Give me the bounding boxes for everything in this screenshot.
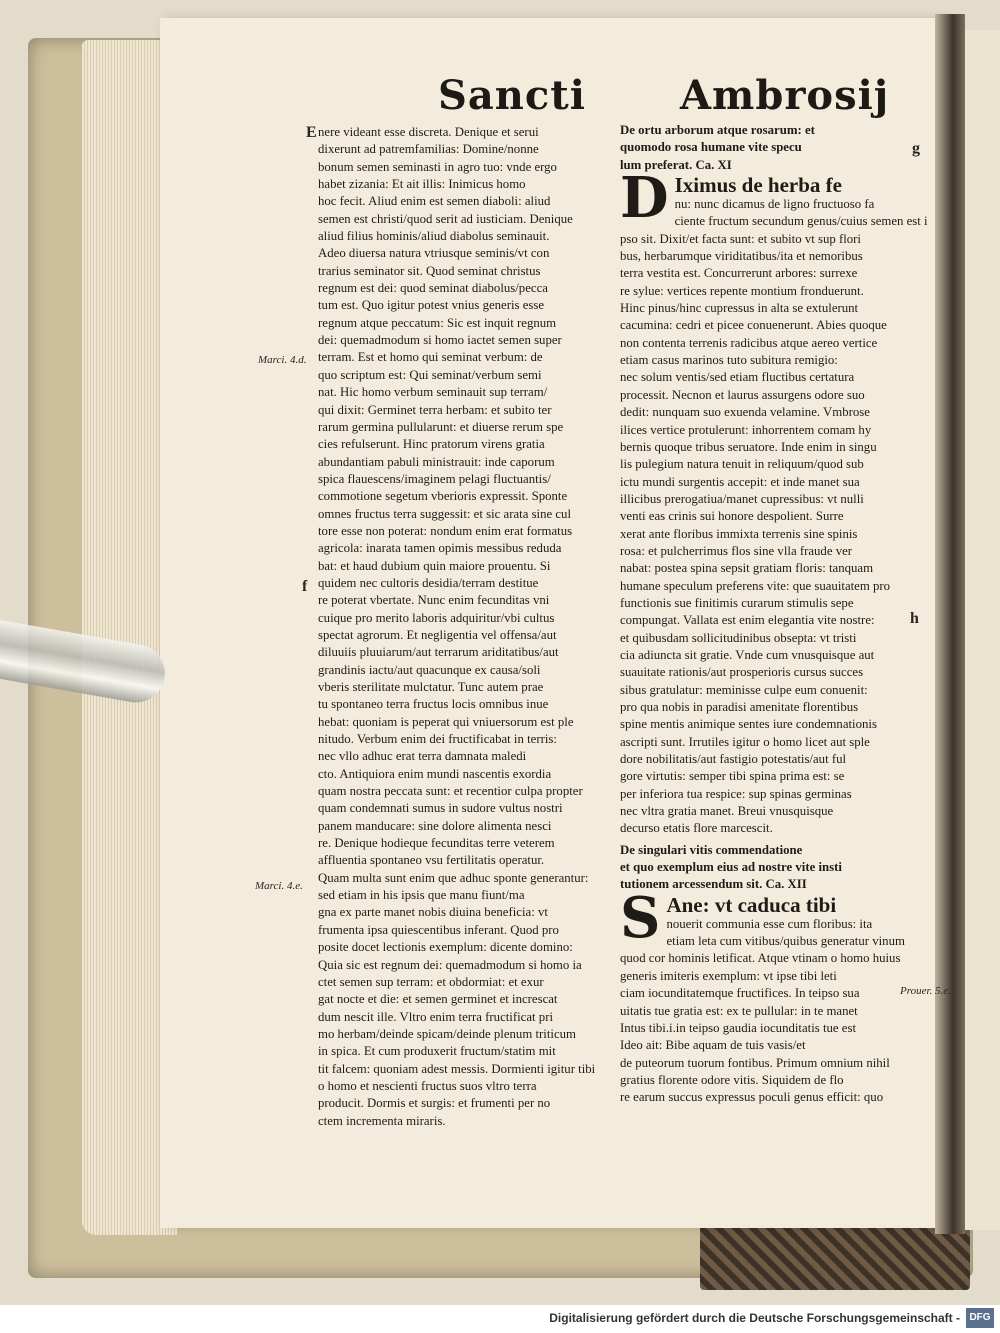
text-line: nec vltra gratia manet. Breui vnusquisque bbox=[620, 804, 834, 819]
text-line: cto. Antiquiora enim mundi nascentis exordia bbox=[318, 766, 552, 781]
text-line: De singulari vitis commendatione bbox=[620, 842, 803, 857]
text-line: nat. Hic homo verbum seminauit sup terram/ bbox=[318, 385, 548, 400]
text-line: o homo et nescienti fructus suos vltro terra bbox=[318, 1078, 537, 1093]
chapter-12-initial: S bbox=[620, 884, 661, 951]
text-line: nouerit communia esse cum floribus: ita bbox=[666, 916, 873, 931]
text-line: dum nescit ille. Vltro enim terra fructificat pri bbox=[318, 1009, 554, 1024]
text-line: cuique pro merito laboris adquiritur/vbi cultus bbox=[318, 610, 555, 625]
text-line: lum preferat. Ca. XI bbox=[620, 157, 732, 172]
text-line: gore virtutis: semper tibi spina prima est: se bbox=[620, 769, 845, 784]
text-line: ctem incrementa miraris. bbox=[318, 1113, 446, 1128]
text-line: terra vestita est. Concurrerunt arbores: surrexe bbox=[620, 266, 858, 281]
text-line: bonum semen seminasti in agro tuo: vnde ergo bbox=[318, 159, 557, 174]
chapter-11-first-line: Iximus de herba fe bbox=[674, 173, 842, 198]
text-line: venti eas crinis sui honore despolient. Surre bbox=[620, 509, 844, 524]
text-line: re sylue: vertices repente montium fronduerunt. bbox=[620, 283, 864, 298]
text-line: dore nobilitatis/aut fastigio potestatis/aut ful bbox=[620, 752, 847, 767]
text-line: ctet semen sup terram: et obdormiat: et exur bbox=[318, 974, 544, 989]
footer-credit: Digitalisierung gefördert durch die Deutsche Forschungsgemeinschaft - bbox=[549, 1311, 960, 1325]
margin-letter-f: f bbox=[302, 578, 308, 595]
text-line: cia adiuncta sit gratie. Vnde cum vnusquisque aut bbox=[620, 647, 875, 662]
text-line: cacumina: cedri et picee conuenerunt. Abies quoque bbox=[620, 318, 887, 333]
facing-page-edge bbox=[960, 30, 1000, 1230]
text-line: posite docet lectionis exemplum: dicente domino: bbox=[318, 940, 573, 955]
text-line: commotione segetum vberioris expressit. Sponte bbox=[318, 489, 568, 504]
text-line: De ortu arborum atque rosarum: et bbox=[620, 123, 815, 137]
text-line: suauitate rationis/aut prosperioris cursus succes bbox=[620, 665, 864, 680]
text-line: sibus gratulatur: meminisse culpe eum conuenit: bbox=[620, 682, 868, 697]
margin-note-prouer-5e: Prouer. 5.e. bbox=[900, 985, 951, 997]
text-line: gratius florente odore vitis. Siquidem de flo bbox=[620, 1072, 844, 1087]
margin-letter-h: h bbox=[910, 610, 919, 627]
text-line: Intus tibi.i.in teipso gaudia iocunditatis tue est bbox=[620, 1020, 856, 1035]
text-line: Ideo ait: Bibe aquam de tuis vasis/et bbox=[620, 1038, 806, 1053]
chapter-11-body bbox=[620, 165, 928, 838]
text-line: quo scriptum est: Qui seminat/verbum semi bbox=[318, 367, 542, 382]
text-line: re poterat vbertate. Nunc enim fecunditas vni bbox=[318, 593, 550, 608]
text-line: ciente fructum secundum genus/cuius semen est i bbox=[674, 214, 928, 229]
text-line: generis imiteris exemplum: vt ipse tibi leti bbox=[620, 968, 837, 983]
margin-note-marci-4d: Marci. 4.d. bbox=[258, 354, 307, 366]
text-line: pro qua nobis in paradisi amenitate florentibus bbox=[620, 700, 859, 714]
text-line: frumenta ipsa quiescentibus inferant. Quod pro bbox=[318, 922, 559, 937]
running-head-left: Sancti bbox=[438, 72, 586, 119]
text-line: humane speculum preferens vite: que suauitatem pro bbox=[620, 578, 891, 593]
text-line: Quia sic est regnum dei: quemadmodum si homo ia bbox=[318, 957, 582, 972]
text-line: spectat agrorum. Et negligentia vel offensa/aut bbox=[318, 627, 557, 642]
text-line: gna ex parte manet nobis diuina beneficia: vt bbox=[318, 905, 548, 920]
text-line: Quam multa sunt enim que adhuc sponte generantur: bbox=[318, 870, 589, 885]
chapter-12-title bbox=[620, 842, 910, 894]
text-line: xerat ante floribus immixta terrenis sine spinis bbox=[620, 526, 858, 541]
text-line: nabat: postea spina sepsit gratiam floris: tanquam bbox=[620, 561, 874, 576]
text-line: rarum germina pullularunt: et diuerse rerum spe bbox=[318, 419, 564, 434]
text-line: abundantiam pabuli ministrauit: inde caporum bbox=[318, 454, 555, 469]
text-line: aliud filius hominis/aliud diabolus seminauit. bbox=[318, 229, 550, 244]
text-line: cies refulserunt. Hinc pratorum virens gratia bbox=[318, 437, 545, 452]
text-line: rosa: et pulcherrimus flos sine vlla fraude ver bbox=[620, 543, 853, 558]
text-line: quod cor hominis letificat. Atque vtinam o homo huius bbox=[620, 951, 901, 966]
margin-note-marci-4e: Marci. 4.e. bbox=[255, 880, 303, 892]
text-line: uitatis tue gratia est: ex te pullular: in te manet bbox=[620, 1003, 858, 1018]
text-line: in spica. Et cum produxerit fructum/statim mit bbox=[318, 1044, 556, 1059]
text-line: mo herbam/deinde spicam/deinde plenum triticum bbox=[318, 1026, 576, 1041]
text-line: per inferiora tua respice: sup spinas germinas bbox=[620, 786, 852, 801]
text-line: et quo exemplum eius ad nostre vite insti bbox=[620, 860, 842, 875]
text-line: tu spontaneo terra fructus locis omnibus inue bbox=[318, 697, 549, 712]
text-line: quam nostra peccata sunt: et recentior culpa propter bbox=[318, 784, 583, 799]
text-line: omnes fructus terra suggessit: et sic arata sine cul bbox=[318, 506, 572, 521]
text-line: hebat: quoniam is peperat qui vniuersorum est ple bbox=[318, 714, 574, 729]
book-gutter bbox=[935, 14, 965, 1234]
text-line: quidem nec cultoris desidia/terram destitue bbox=[318, 575, 539, 590]
text-line: de puteorum tuorum fontibus. Primum omnium nihil bbox=[620, 1055, 890, 1070]
dfg-logo-icon: DFG bbox=[966, 1308, 994, 1328]
text-line: ilices vertice protulerunt: inhorrentem comam hy bbox=[620, 422, 872, 437]
text-line: nec vllo adhuc erat terra damnata maledi bbox=[318, 749, 527, 764]
text-line: tum est. Quo igitur potest vnius generis esse bbox=[318, 298, 545, 313]
text-line: re. Denique hodieque fecunditas terre veterem bbox=[318, 836, 555, 851]
text-line: nec solum ventis/sed etiam fluctibus certatura bbox=[620, 370, 855, 385]
text-line: etiam casus marinos tuto subitura remigio: bbox=[620, 353, 838, 368]
chapter-12-first-line: Ane: vt caduca tibi bbox=[666, 892, 837, 917]
text-line: quomodo rosa humane vite specu bbox=[620, 140, 802, 155]
text-line: trarius seminator sit. Quod seminat christus bbox=[318, 263, 541, 278]
text-line: ciam iocunditatemque fructifices. In teipso sua bbox=[620, 986, 860, 1001]
text-line: dixerunt ad patremfamilias: Domine/nonne bbox=[318, 142, 539, 157]
text-line: ascripti sunt. Irrutiles igitur o homo licet aut sple bbox=[620, 734, 870, 749]
left-column-initial: E bbox=[306, 124, 317, 141]
text-line: semen est christi/quod serit ad iusticiam. Denique bbox=[318, 211, 573, 226]
text-line: compungat. Vallata est enim elegantia vite nostre: bbox=[620, 613, 875, 628]
text-line: habet zizania: Et ait illis: Inimicus homo bbox=[318, 177, 526, 192]
text-line: processit. Necnon et laurus assurgens odore suo bbox=[620, 387, 865, 402]
text-line: bernis quoque tribus seruatore. Inde enim in singu bbox=[620, 439, 877, 454]
text-line: nere videant esse discreta. Denique et serui bbox=[318, 125, 539, 139]
text-line: qui dixit: Germinet terra herbam: et subito ter bbox=[318, 402, 552, 417]
text-line: sed etiam in his ipsis que manu fiunt/ma bbox=[318, 888, 525, 903]
text-line: panem manducare: sine dolore alimenta nesci bbox=[318, 818, 552, 833]
text-line: producit. Dormis et surgis: et frumenti per no bbox=[318, 1096, 551, 1111]
text-line: et quibusdam sollicitudinibus obsepta: vt tristi bbox=[620, 630, 857, 645]
text-line: affluentia spontaneo vsu fertilitatis operatur. bbox=[318, 853, 545, 868]
text-line: vberis sterilitate mulctatur. Tunc autem prae bbox=[318, 680, 544, 694]
text-line: lis pulegium natura tenuit in reliquum/quod sub bbox=[620, 457, 864, 472]
text-line: pso sit. Dixit/et facta sunt: et subito vt sup flori bbox=[620, 231, 861, 246]
text-line: non contenta terrenis radicibus atque aereo vertice bbox=[620, 335, 878, 350]
text-line: terram. Est et homo qui seminat verbum: de bbox=[318, 350, 543, 365]
text-line: dei: quemadmodum si homo iactet semen super bbox=[318, 333, 562, 348]
text-line: gat nocte et die: et semen germinet et increscat bbox=[318, 992, 558, 1007]
text-line: nu: nunc dicamus de ligno fructuoso fa bbox=[674, 197, 875, 212]
text-line: diluuiis pluuiarum/aut terrarum ariditatibus/aut bbox=[318, 645, 559, 660]
text-line: ictu mundi surgentis accepit: et inde manet sua bbox=[620, 474, 860, 489]
text-line: dedit: nunquam suo exuenda velamine. Vmbrose bbox=[620, 405, 870, 420]
text-line: spica flauescens/imaginem pelagi fluctuantis/ bbox=[318, 471, 551, 486]
text-line: Adeo diuersa natura vtriusque seminis/vt con bbox=[318, 246, 550, 261]
text-line: agricola: inarata tamen opimis messibus reduda bbox=[318, 541, 562, 556]
text-line: bus, herbarumque viriditatibus/ita et nemoribus bbox=[620, 249, 863, 264]
text-line: quam condemnati sumus in sudore vultus nostri bbox=[318, 801, 563, 816]
text-line: grandinis iactu/aut quacunque ex causa/soli bbox=[318, 662, 541, 677]
text-line: decurso etatis flore marcescit. bbox=[620, 821, 773, 836]
chapter-11-title bbox=[620, 122, 910, 174]
chapter-11-initial: D bbox=[620, 165, 669, 232]
text-line: re earum succus expressus poculi genus efficit: quo bbox=[620, 1090, 884, 1105]
text-line: illicibus prerogatiua/manet cupressibus: vt nulli bbox=[620, 491, 864, 506]
text-line: spine mentis animique sentes iure condemnationis bbox=[620, 717, 877, 732]
text-line: regnum est dei: quod seminat diabolus/pecca bbox=[318, 281, 548, 296]
running-head-right: Ambrosij bbox=[680, 72, 890, 119]
text-line: regnum atque peccatum: Sic est inquit regnum bbox=[318, 315, 557, 330]
text-line: tore esse non poterat: nondum enim erat formatus bbox=[318, 523, 573, 538]
text-line: hoc fecit. Aliud enim est semen diaboli: aliud bbox=[318, 194, 551, 209]
text-line: Hinc pinus/hinc cupressus in alta se extulerunt bbox=[620, 301, 859, 316]
text-line: etiam leta cum vitibus/quibus generatur vinum bbox=[666, 934, 905, 949]
text-line: tutionem arcessendum sit. Ca. XII bbox=[620, 877, 807, 892]
text-line: nitudo. Verbum enim dei fructificabat in terris: bbox=[318, 732, 557, 747]
text-line: functionis sue finitimis curarum stimulis sepe bbox=[620, 595, 854, 610]
text-line: bat: et haud dubium quin maiore prouentu. Si bbox=[318, 558, 551, 573]
margin-letter-g: g bbox=[912, 140, 920, 157]
left-text-column bbox=[318, 124, 616, 1130]
text-line: tit falcem: quoniam adest messis. Dormienti igitur tibi bbox=[318, 1061, 596, 1076]
